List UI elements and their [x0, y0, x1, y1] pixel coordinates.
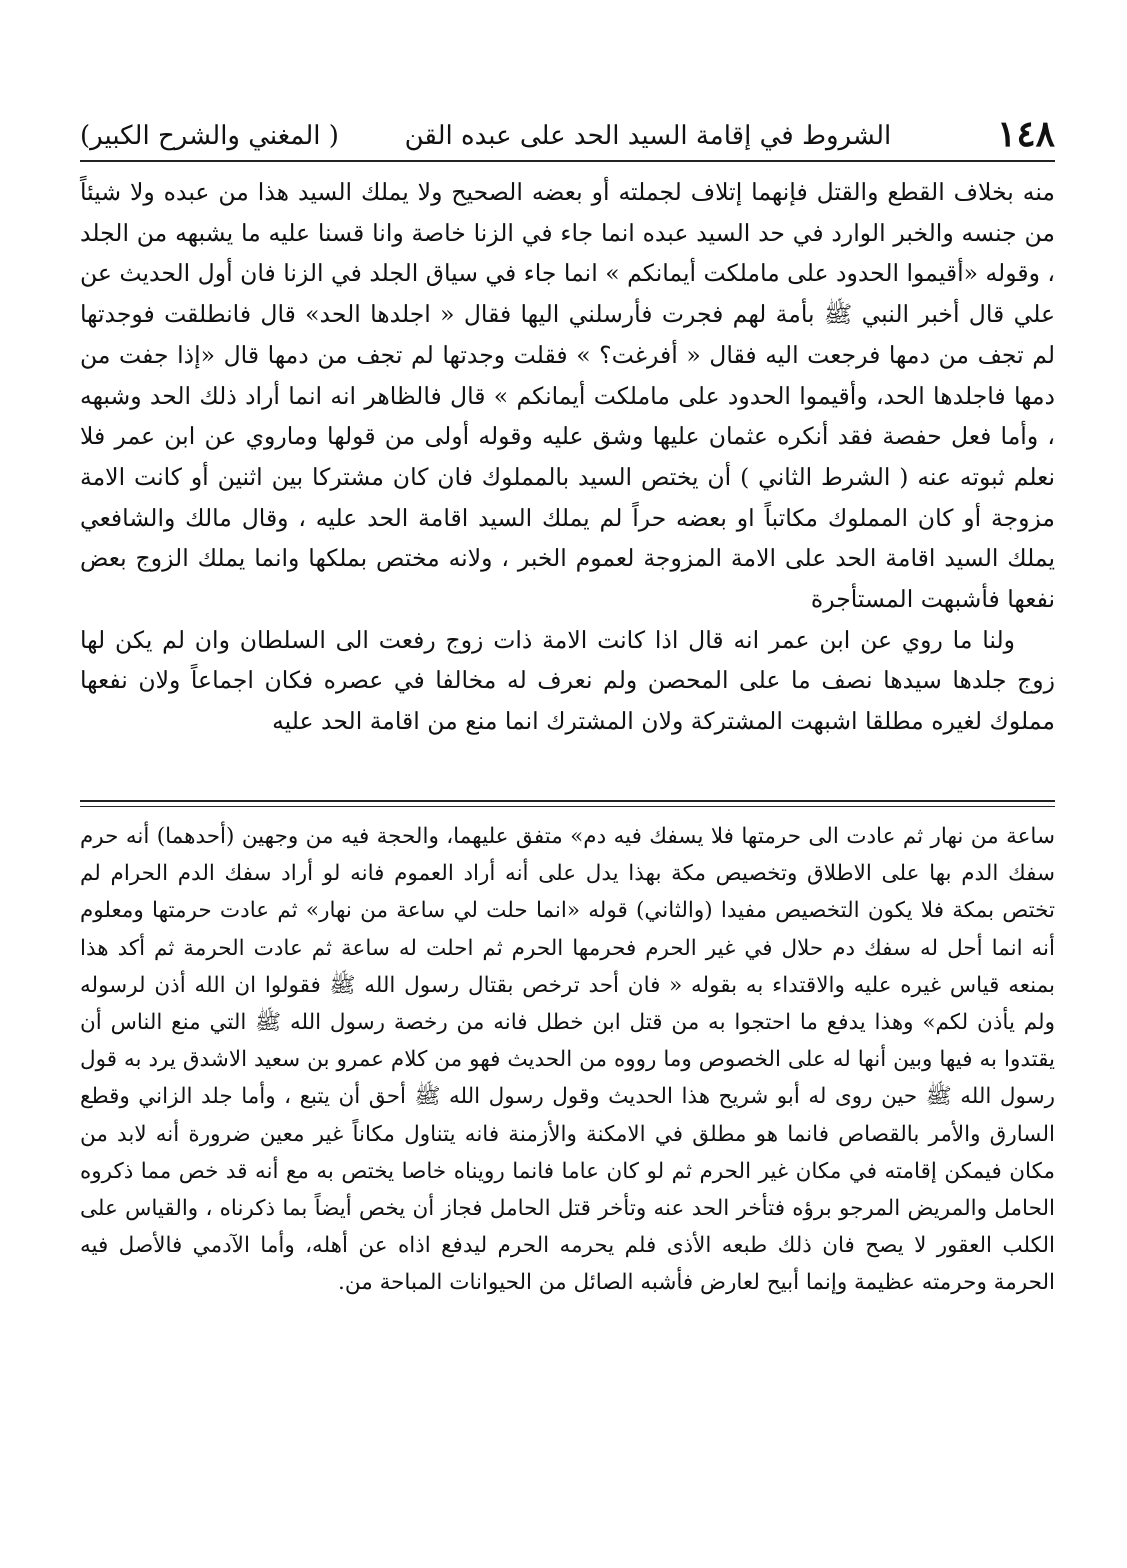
main-paragraph: منه بخلاف القطع والقتل فإنهما إتلاف لجملته أو بعضه الصحيح ولا يملك السيد هذا من عبده ولا شيئاً من جنسه والخبر الوارد في حد السيد عبده انما جاء في الزنا خاصة وانا قسنا عليه ما يشبهه من الجلد ، وقوله «أقيموا الحدود على ماملكت أيمانكم » انما جاء في سياق الجلد في الزنا فان أول الحديث عن علي قال أخبر النبي ﷺ بأمة لهم فجرت فأرسلني اليها فقال « اجلدها الحد» قال فانطلقت فوجدتها لم تجف من دمها فرجعت اليه فقال « أفرغت؟ » فقلت وجدتها لم تجف من دمها قال «إذا جفت من دمها فاجلدها الحد، وأقيموا الحدود على ماملكت أيمانكم » قال فالظاهر انه انما أراد ذلك الحد وشبهه ، وأما فعل حفصة فقد أنكره عثمان عليها وشق عليه وقوله أولى من قولها وماروي عن ابن عمر فلا نعلم ثبوته عنه ( الشرط الثاني ) أن يختص السيد بالمملوك فان كان مشتركا بين اثنين أو كانت الامة مزوجة أو كان المملوك مكاتباً او بعضه حراً لم يملك السيد اقامة الحد عليه ، وقال مالك والشافعي يملك السيد اقامة الحد على الامة المزوجة لعموم الخبر ، ولانه مختص بملكها وانما يملك الزوج بعض نفعها فأشبهت المستأجرة [80, 178, 1055, 614]
running-title: الشروط في إقامة السيد الحد على عبده القن [404, 120, 892, 151]
page-number: ١٤٨ [996, 113, 1055, 155]
header-divider [80, 160, 1055, 162]
footnote-divider [80, 800, 1055, 807]
footnote-commentary [80, 818, 1055, 1302]
book-title: ( المغني والشرح الكبير) [80, 120, 339, 151]
footnote-paragraph: ساعة من نهار ثم عادت الى حرمتها فلا يسفك فيه دم» متفق عليهما، والحجة فيه من وجهين (أحدهما) أنه حرم سفك الدم بها على الاطلاق وتخصيص مكة بهذا يدل على أنه أراد العموم فانه لو أراد سفك الدم الحرام لم تختص بمكة فلا يكون التخصيص مفيدا (والثاني) قوله «انما حلت لي ساعة من نهار» ثم عادت حرمتها ومعلوم أنه انما أحل له سفك دم حلال في غير الحرم فحرمها الحرم ثم احلت له ساعة ثم عادت الحرمة ثم أكد هذا بمنعه قياس غيره عليه والاقتداء به بقوله « فان أحد ترخص بقتال رسول الله ﷺ فقولوا ان الله أذن لرسوله ولم يأذن لكم» وهذا يدفع ما احتجوا به من قتل ابن خطل فانه من رخصة رسول الله ﷺ التي منع الناس أن يقتدوا به فيها وبين أنها له على الخصوص وما رووه من الحديث فهو من كلام عمرو بن سعيد الاشدق يرد به قول رسول الله ﷺ حين روى له أبو شريح هذا الحديث وقول رسول الله ﷺ أحق أن يتبع ، وأما جلد الزاني وقطع السارق والأمر بالقصاص فانما هو مطلق في الامكنة والأزمنة فانه يتناول مكاناً غير معين ضرورة أنه لابد من مكان فيمكن إقامته في مكان غير الحرم ثم لو كان عاما فانما رويناه خاصا يختص به مع أنه قد خص مما ذكروه الحامل والمريض المرجو برؤه فتأخر الحد عنه وتأخر قتل الحامل فجاز أن يخص أيضاً بما ذكرناه ، والقياس على الكلب العقور لا يصح فان ذلك طبعه الأذى فلم يحرمه الحرم ليدفع اذاه عن أهله، وأما الآدمي فالأصل فيه الحرمة وحرمته عظيمة وإنما أبيح لعارض فأشبه الصائل من الحيوانات المباحة من. [80, 824, 1055, 1296]
main-text-body [80, 172, 1055, 742]
page-header [80, 100, 1055, 155]
main-paragraph: ولنا ما روي عن ابن عمر انه قال اذا كانت الامة ذات زوج رفعت الى السلطان وان لم يكن لها زوج جلدها سيدها نصف ما على المحصن ولم نعرف له مخالفا في عصره فكان اجماعاً ولان نفعها مملوك لغيره مطلقا اشبهت المشتركة ولان المشترك انما منع من اقامة الحد عليه [80, 625, 1055, 736]
